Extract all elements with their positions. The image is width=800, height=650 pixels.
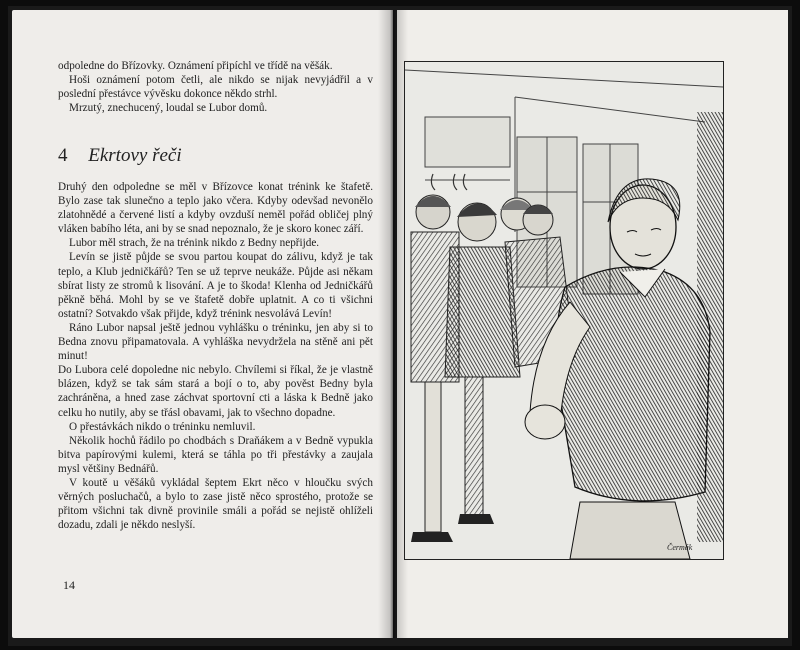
paragraph: Levín se jistě půjde se svou partou koupat do zálivu, když je tak teplo, a Klub jedničkářů? Ten se už teprve neukáže. Půjde asi někam sbírat listy ze stromů k lisování. A je to škoda! Klenha od Jedničkářů pěkně běhá. Mohl by se ve štafetě dobře uplatnit. A co ti všichni ostatní? Sotvakdo však přijde, když trénink nesvolává Levín! <box>58 251 373 320</box>
paragraph: Lubor měl strach, že na trénink nikdo z Bedny nepřijde. <box>69 237 320 250</box>
chapter-text <box>58 180 373 532</box>
chapter-heading <box>58 145 182 167</box>
paragraph: Několik hochů řádilo po chodbách s Draňákem a v Bedně vypukla bitva papírovými kulemi, která se táhla po tři přestávky a zaujala mysl většiny Bednářů. <box>58 434 373 475</box>
paragraph: Mrzutý, znechucený, loudal se Lubor domů. <box>69 102 268 115</box>
chapter-title: Ekrtovy řeči <box>88 145 182 166</box>
chapter-number: 4 <box>58 145 68 166</box>
paragraph: Do Lubora celé dopoledne nic nebylo. Chvílemi si říkal, že je vlastně blázen, když se tak sám stará a bojí o to, aby pověst Bedny byla zachráněna, a hned zase záchvat sportovní cti a láska k Bedně jako celku ho nutily, aby se třásl obavami, jak to všechno dopadne. <box>58 364 373 419</box>
paragraph: odpoledne do Břízovky. Oznámení připíchl ve třídě na věšák. <box>58 60 333 72</box>
top-text-block <box>58 59 373 115</box>
illustration <box>404 61 724 560</box>
paragraph: Hoši oznámení potom četli, ale nikdo se nijak nevyjádřil a v poslední přestávce vývěsku dokonce někdo strhl. <box>58 74 373 101</box>
paragraph: V koutě u věšáků vykládal šeptem Ekrt něco v hloučku svých věrných posluchačů, a bylo to zase jistě něco sprostého, protože se přitom všichni tak divně provinile smáli a pořád se nejistě ohlíželi dozadu, zdali je někdo neslyší. <box>58 476 373 532</box>
page-number: 14 <box>63 578 75 592</box>
illustration-drawing <box>405 62 723 559</box>
paragraph: Ráno Lubor napsal ještě jednou vyhlášku o tréninku, jen aby si to Bedna znovu připamatovala. A vyhláška nevydržela na stěně ani pět minut! <box>58 321 373 363</box>
paragraph: O přestávkách nikdo o tréninku nemluvil. <box>69 420 256 433</box>
artist-signature: Čermák <box>667 543 693 552</box>
paragraph: Druhý den odpoledne se měl v Břízovce konat trénink ke štafetě. Bylo zase tak slunečno a teplo jako včera. Kdyby odevšad nevonělo zlatohnědé a červené listí a kdyby ovzduší neměl pořád obličej plný vláken babího léta, ani by se snad nepoznalo, že je skoro konec září. <box>58 181 373 236</box>
